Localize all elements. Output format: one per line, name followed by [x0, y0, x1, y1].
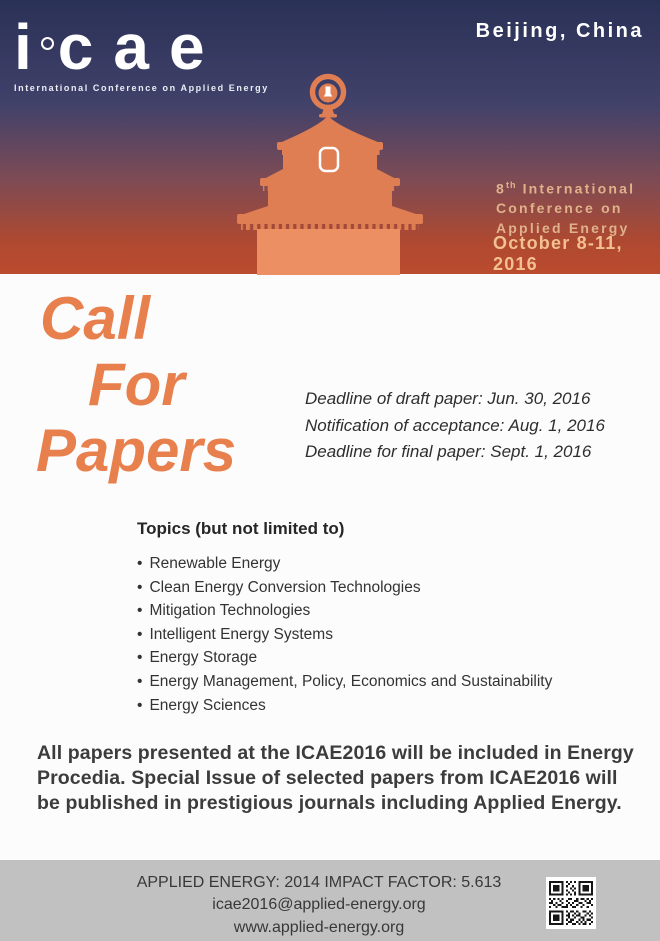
- topic-item: • Energy Storage: [137, 646, 552, 670]
- publication-note: All papers presented at the ICAE2016 will be included in Energy Procedia. Special Issue of selected papers from ICAE2016 will be published in prestigious journals including Applied Energy.: [37, 742, 634, 814]
- logo-letter-i: i: [14, 11, 52, 83]
- impact-factor-text: APPLIED ENERGY: 2014 IMPACT FACTOR: 5.613: [136, 874, 502, 891]
- logo-letters-cae: cae: [57, 11, 225, 83]
- title-line-1: Call: [40, 285, 151, 352]
- topic-item: • Clean Energy Conversion Technologies: [137, 576, 552, 600]
- deadline-item: Deadline of draft paper: Jun. 30, 2016: [305, 389, 591, 408]
- qr-code-icon: [546, 877, 596, 929]
- topics-list: [137, 552, 552, 717]
- pagoda-base: [257, 229, 400, 275]
- deadline-item: Notification of acceptance: Aug. 1, 2016: [305, 415, 605, 435]
- website-url: www.applied-energy.org: [233, 918, 405, 936]
- edition-suffix: th: [506, 180, 517, 190]
- conference-dates: October 8-11, 2016: [493, 233, 623, 274]
- topic-item: • Mitigation Technologies: [137, 599, 552, 623]
- deadline-item: Deadline for final paper: Sept. 1, 2016: [305, 442, 592, 461]
- topics-heading: Topics (but not limited to): [137, 519, 345, 538]
- degree-ring-icon: [41, 37, 54, 50]
- title-line-3: Papers: [36, 417, 237, 484]
- conference-edition: [496, 176, 635, 238]
- lightbulb-finial-icon: [313, 77, 344, 118]
- conference-edition-line3: Applied Energy: [496, 219, 630, 236]
- title-line-2: For: [88, 351, 185, 418]
- header-banner: [0, 0, 660, 274]
- topic-item: • Renewable Energy: [137, 552, 552, 576]
- temple-lightbulb-illustration: [210, 70, 450, 275]
- logo-subtitle: International Conference on Applied Energy: [14, 83, 269, 93]
- topic-item: • Energy Sciences: [137, 694, 552, 718]
- footer-bar: [0, 860, 660, 941]
- edition-number: 8: [496, 180, 506, 197]
- topic-item: • Energy Management, Policy, Economics and Sustainability: [137, 670, 552, 694]
- page-title: [36, 286, 236, 484]
- location-text: Beijing, China: [475, 20, 644, 42]
- edition-line1-rest: International: [516, 180, 636, 197]
- conference-edition-line1: [496, 176, 635, 199]
- deadline-list: [305, 386, 605, 466]
- contact-email: icae2016@applied-energy.org: [212, 896, 426, 914]
- topics-section: [137, 519, 552, 717]
- pagoda-roofs: [237, 115, 423, 230]
- topic-item: • Intelligent Energy Systems: [137, 623, 552, 647]
- conference-edition-line2: Conference on: [496, 200, 623, 217]
